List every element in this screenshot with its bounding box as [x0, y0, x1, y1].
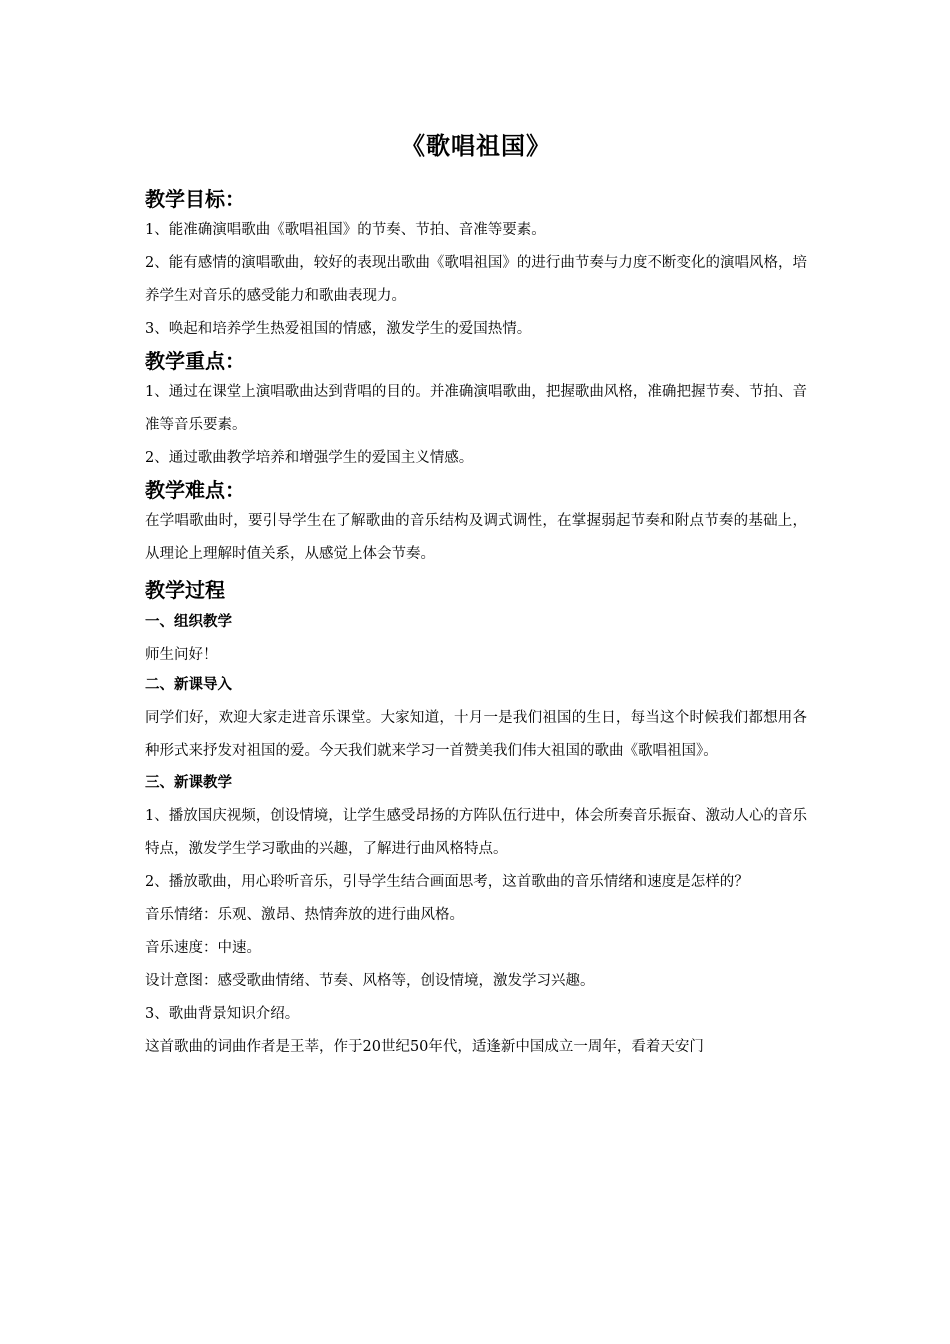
objective-item-1: 1、能准确演唱歌曲《歌唱祖国》的节奏、节拍、音准等要素。: [145, 222, 546, 238]
step3-item-6: 3、歌曲背景知识介绍。: [145, 1006, 300, 1022]
process-heading: 教学过程: [145, 578, 225, 602]
step1-text: 师生问好！: [145, 647, 218, 663]
key-points-heading: 教学重点：: [145, 349, 245, 373]
step2-heading: 二、新课导入: [145, 677, 232, 693]
step3-item-2: 2、播放歌曲，用心聆听音乐，引导学生结合画面思考，这首歌曲的音乐情绪和速度是怎样的？: [145, 874, 749, 890]
step3-item-3: 音乐情绪：乐观、激昂、热情奔放的进行曲风格。: [145, 907, 464, 923]
step3-item-5: 设计意图：感受歌曲情绪、节奏、风格等，创设情境，激发学习兴趣。: [145, 973, 595, 989]
step2-text: 同学们好，欢迎大家走进音乐课堂。大家知道，十月一是我们祖国的生日，每当这个时候我们都想用各种形式来抒发对祖国的爱。今天我们就来学习一首赞美我们伟大祖国的歌曲《歌唱祖国》。: [145, 710, 807, 759]
step3-item-1: 1、播放国庆视频，创设情境，让学生感受昂扬的方阵队伍行进中，体会所奏音乐振奋、激动人心的音乐特点，激发学生学习歌曲的兴趣，了解进行曲风格特点。: [145, 808, 807, 857]
difficulties-heading: 教学难点：: [145, 478, 245, 502]
step1-heading: 一、组织教学: [145, 614, 232, 630]
step3-item-4: 音乐速度：中速。: [145, 940, 261, 956]
key-point-item-1: 1、通过在课堂上演唱歌曲达到背唱的目的。并准确演唱歌曲，把握歌曲风格，准确把握节奏、节拍、音准等音乐要素。: [145, 384, 807, 433]
step3-item-7: 这首歌曲的词曲作者是王莘，作于20世纪50年代，适逢新中国成立一周年，看着天安门: [145, 1039, 704, 1055]
key-point-item-2: 2、通过歌曲教学培养和增强学生的爱国主义情感。: [145, 450, 474, 466]
page-title: 《歌唱祖国》: [401, 132, 551, 160]
document-page: [145, 128, 807, 1064]
objective-item-3: 3、唤起和培养学生热爱祖国的情感，激发学生的爱国热情。: [145, 321, 532, 337]
objectives-heading: 教学目标：: [145, 187, 245, 211]
difficulty-item-1: 在学唱歌曲时，要引导学生在了解歌曲的音乐结构及调式调性，在掌握弱起节奏和附点节奏的基础上，从理论上理解时值关系，从感觉上体会节奏。: [145, 513, 807, 562]
step3-heading: 三、新课教学: [145, 775, 232, 791]
objective-item-2: 2、能有感情的演唱歌曲，较好的表现出歌曲《歌唱祖国》的进行曲节奏与力度不断变化的演唱风格，培养学生对音乐的感受能力和歌曲表现力。: [145, 255, 807, 304]
